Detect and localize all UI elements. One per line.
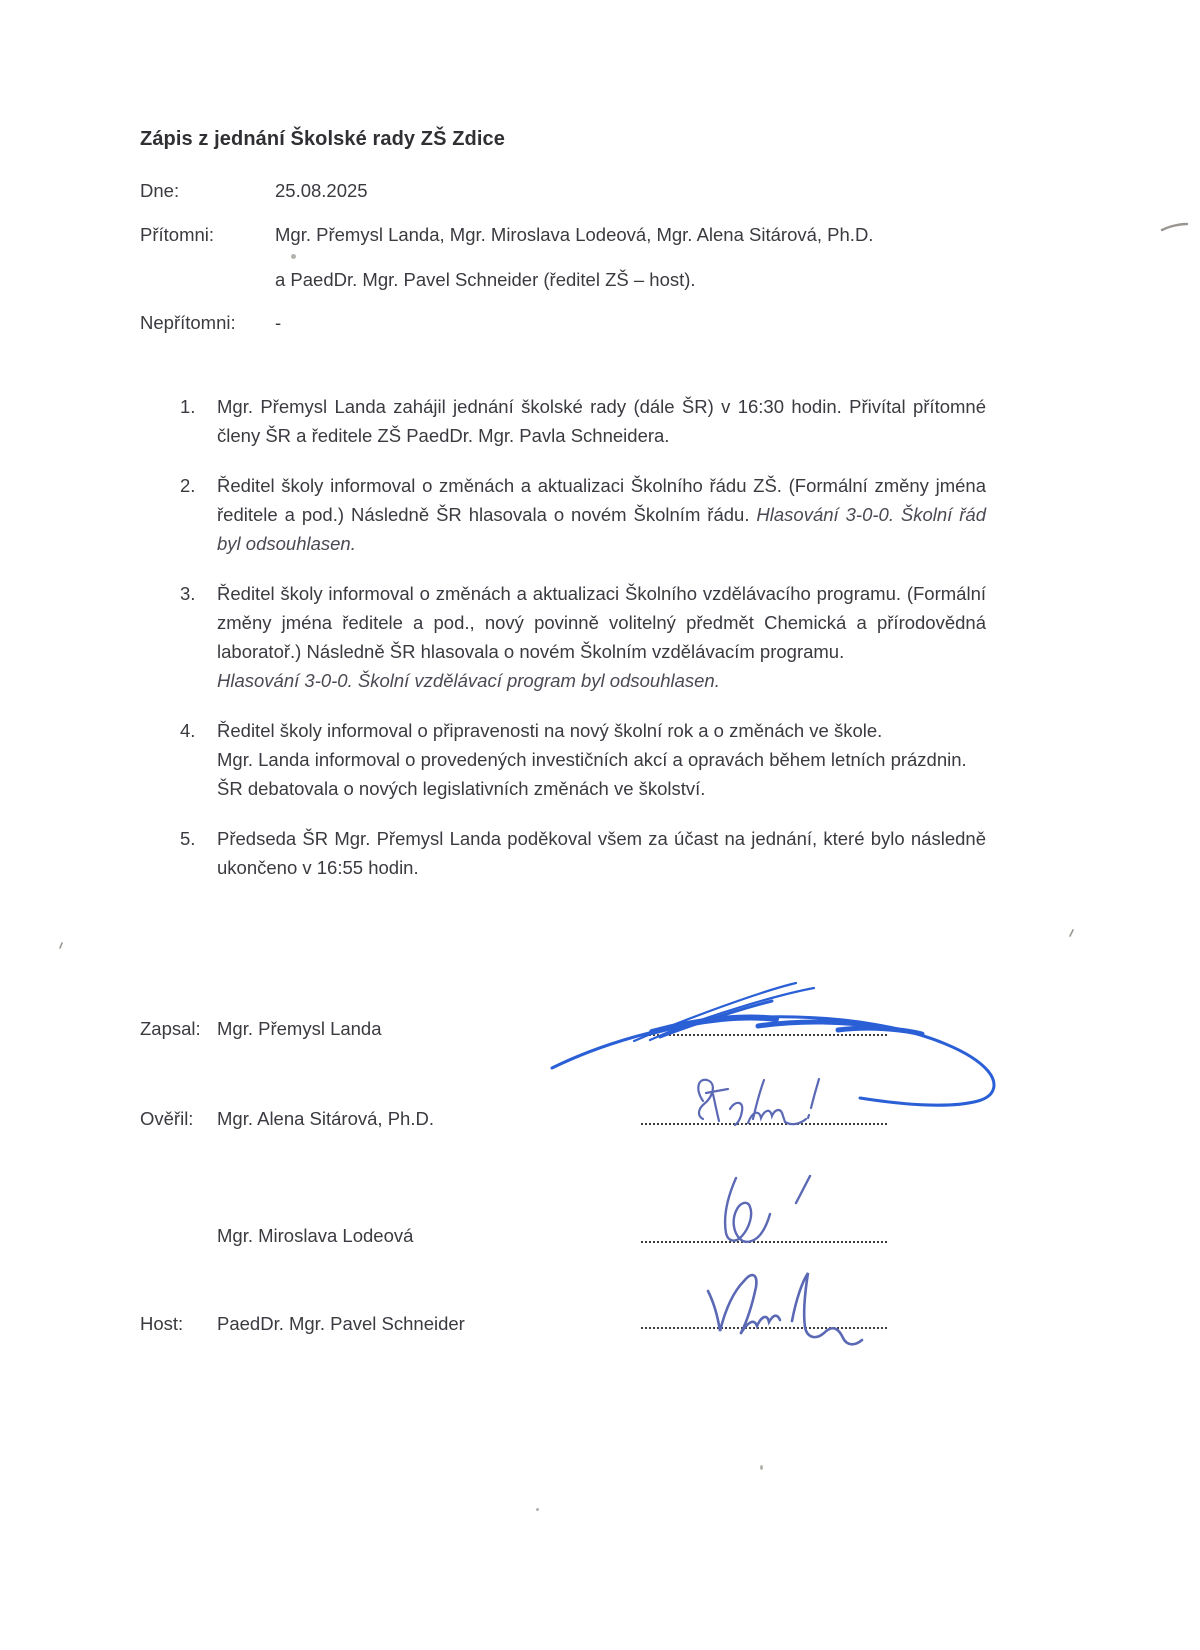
item-body-text: Ředitel školy informoval o změnách a aktualizaci Školního vzdělávacího programu. (Formální změny jména ředitele a pod., nový povinně volitelný předmět Chemická a přírodovědná laboratoř.) Následně ŠR hlasovala o novém Školním vzdělávacím programu.	[217, 583, 986, 662]
item-number: 1.	[180, 396, 196, 417]
present-row	[140, 224, 873, 246]
date-value: 25.08.2025	[275, 180, 368, 201]
present-row-continued	[275, 269, 696, 291]
date-row	[140, 180, 368, 202]
recorded-by-name: Mgr. Přemysl Landa	[217, 1018, 382, 1039]
list-item	[180, 392, 986, 450]
list-item	[180, 716, 986, 803]
date-label: Dne:	[140, 180, 180, 201]
present-names-line2: a PaedDr. Mgr. Pavel Schneider (ředitel ZŠ – host).	[275, 269, 696, 290]
item-number: 5.	[180, 828, 196, 849]
item-number: 3.	[180, 583, 196, 604]
recorded-by-label: Zapsal:	[140, 1018, 201, 1039]
signature-line-recorder	[641, 1034, 887, 1036]
present-label: Přítomni:	[140, 224, 215, 245]
item-line: ŠR debatovala o nových legislativních změnách ve školství.	[217, 778, 706, 799]
absent-row	[140, 312, 281, 334]
vote-result-text: Hlasování 3-0-0. Školní řád byl odsouhlasen.	[217, 504, 987, 554]
signature-line-guest	[641, 1327, 887, 1329]
verified-by-label: Ověřil:	[140, 1108, 194, 1129]
signature-line-verifier-1	[641, 1123, 887, 1125]
verified-by-name: Mgr. Alena Sitárová, Ph.D.	[217, 1108, 434, 1129]
scan-speck	[760, 1465, 763, 1470]
scan-speck	[291, 254, 296, 259]
present-names-line1: Mgr. Přemysl Landa, Mgr. Miroslava Lodeová, Mgr. Alena Sitárová, Ph.D.	[275, 224, 874, 245]
vote-result-text: Hlasování 3-0-0. Školní vzdělávací program byl odsouhlasen.	[217, 670, 720, 691]
signature-schneider	[708, 1273, 862, 1344]
absent-label: Nepřítomni:	[140, 312, 236, 333]
item-line: Ředitel školy informoval o připravenosti na nový školní rok a o změnách ve škole.	[217, 720, 883, 741]
item-line: Mgr. Landa informoval o provedených investičních akcí a opravách během letních prázdnin.	[217, 749, 967, 770]
signature-line-verifier-2	[641, 1241, 887, 1243]
guest-name: PaedDr. Mgr. Pavel Schneider	[217, 1313, 465, 1334]
verifier-2-name: Mgr. Miroslava Lodeová	[217, 1225, 414, 1246]
document-title: Zápis z jednání Školské rady ZŠ Zdice	[140, 128, 505, 150]
signature-sitarova	[698, 1079, 819, 1125]
signature-lodeova	[725, 1176, 810, 1242]
item-text: Předseda ŠR Mgr. Přemysl Landa poděkoval všem za účast na jednání, které bylo následně ukončeno v 16:55 hodin.	[217, 828, 986, 878]
list-item	[180, 579, 986, 695]
item-text	[217, 716, 986, 803]
item-text	[217, 471, 986, 558]
scan-speck	[536, 1508, 539, 1511]
item-number: 2.	[180, 475, 196, 496]
item-number: 4.	[180, 720, 196, 741]
list-item	[180, 824, 986, 882]
list-item	[180, 471, 986, 558]
item-text	[217, 579, 986, 695]
guest-label: Host:	[140, 1313, 184, 1334]
item-body-text: Ředitel školy informoval o změnách a aktualizaci Školního řádu ZŠ. (Formální změny jména ředitele a pod.) Následně ŠR hlasovala o novém Školním řádu.	[217, 475, 986, 525]
minutes-numbered-list	[180, 392, 986, 903]
item-text: Mgr. Přemysl Landa zahájil jednání školské rady (dále ŠR) v 16:30 hodin. Přivítal přítomné členy ŠR a ředitele ZŠ PaedDr. Mgr. Pavla Schneidera.	[217, 396, 986, 446]
signature-landa	[552, 983, 994, 1105]
absent-value: -	[275, 312, 282, 333]
